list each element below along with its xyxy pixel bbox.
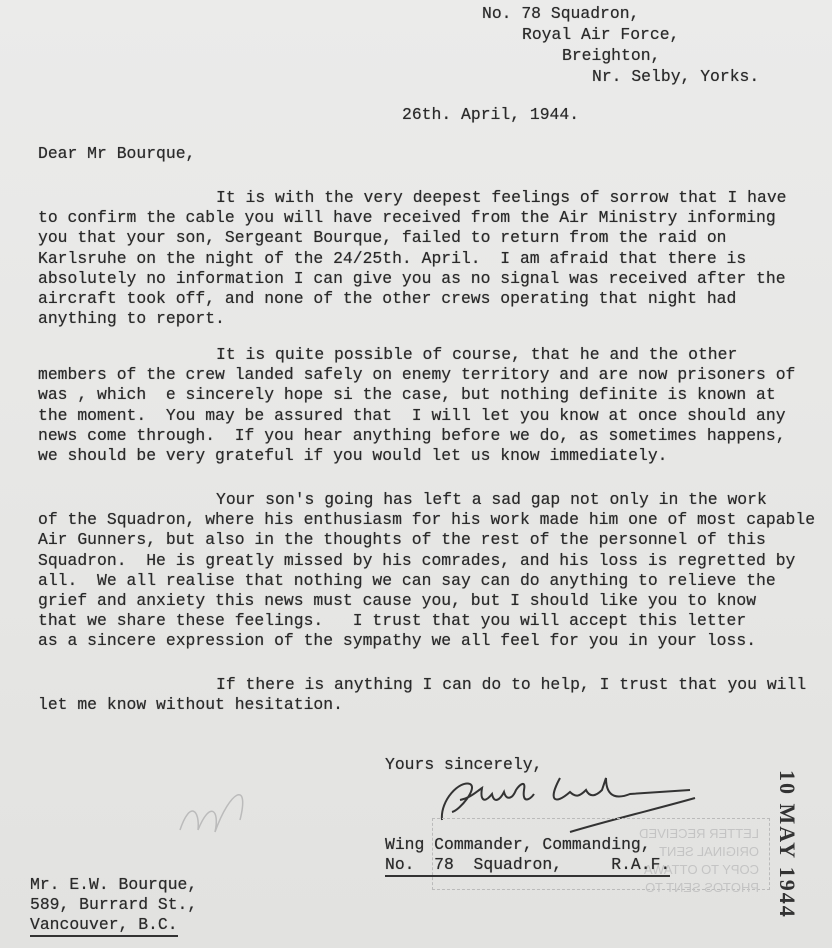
text-line: It is quite possible of course, that he and the other [216, 345, 738, 364]
text-line: as a sincere expression of the sympathy we all feel for you in your loss. [38, 631, 757, 651]
paragraph-1 [38, 188, 787, 329]
date-stamp: 10 MAY 1944 [775, 770, 800, 919]
paragraph-2 [38, 345, 795, 466]
stamp-line: LETTER RECEIVED [639, 826, 759, 841]
paragraph-3 [38, 490, 815, 652]
stamp-line: COPY TO OTTAWA [643, 862, 759, 877]
text-line: absolutely no information I can give you as no signal was received after the [38, 268, 786, 288]
signatory-title: Wing Commander, Commanding, [385, 835, 651, 854]
text-line: news come through. If you hear anything before we do, as sometimes happens, [38, 425, 786, 445]
address-line: Breighton, [562, 46, 661, 65]
text-line: let me know without hesitation. [38, 695, 343, 715]
text-line: Karlsruhe on the night of the 24/25th. April. I am afraid that there is [38, 248, 747, 268]
address-line: Nr. Selby, Yorks. [592, 67, 760, 86]
recipient-line: Mr. E.W. Bourque, [30, 875, 198, 894]
stamp-line: PHOTOS SENT TO [645, 880, 759, 895]
recipient-line: 589, Burrard St., [30, 895, 198, 914]
pencil-mark [170, 770, 260, 850]
address-line: No. 78 Squadron, [482, 4, 640, 23]
text-line: It is with the very deepest feelings of sorrow that I have [216, 188, 787, 207]
text-line: Squadron. He is greatly missed by his comrades, and his loss is regretted by [38, 550, 796, 570]
text-line: all. We all realise that nothing we can say can do anything to relieve the [38, 570, 776, 590]
valediction: Yours sincerely, [385, 755, 543, 774]
text-line: we should be very grateful if you would let us know immediately. [38, 446, 668, 466]
stamp-line: ORIGINAL SENT [659, 844, 759, 859]
text-line: that we share these feelings. I trust that you will accept this letter [38, 611, 747, 631]
signatory-unit: No. 78 Squadron, R.A.F. [385, 855, 670, 877]
text-line: the moment. You may be assured that I will let you know at once should any [38, 405, 786, 425]
text-line: grief and anxiety this news must cause you, but I should like you to know [38, 591, 757, 611]
salutation: Dear Mr Bourque, [38, 144, 196, 163]
text-line: anything to report. [38, 309, 225, 329]
text-line: members of the crew landed safely on enemy territory and are now prisoners of [38, 365, 796, 385]
recipient-line: Vancouver, B.C. [30, 915, 178, 937]
address-line: Royal Air Force, [522, 25, 680, 44]
text-line: to confirm the cable you will have received from the Air Ministry informing [38, 208, 776, 228]
text-line: of the Squadron, where his enthusiasm for his work made him one of most capable [38, 510, 816, 530]
text-line: Your son's going has left a sad gap not only in the work [216, 490, 767, 509]
text-line: aircraft took off, and none of the other crews operating that night had [38, 289, 737, 309]
text-line: you that your son, Sergeant Bourque, failed to return from the raid on [38, 228, 727, 248]
letter-date: 26th. April, 1944. [402, 105, 580, 124]
paragraph-4 [38, 675, 806, 715]
text-line: If there is anything I can do to help, I trust that you will [216, 675, 807, 694]
text-line: Air Gunners, but also in the thoughts of the rest of the personnel of this [38, 530, 766, 550]
text-line: was , which e sincerely hope si the case, but nothing definite is known at [38, 385, 776, 405]
